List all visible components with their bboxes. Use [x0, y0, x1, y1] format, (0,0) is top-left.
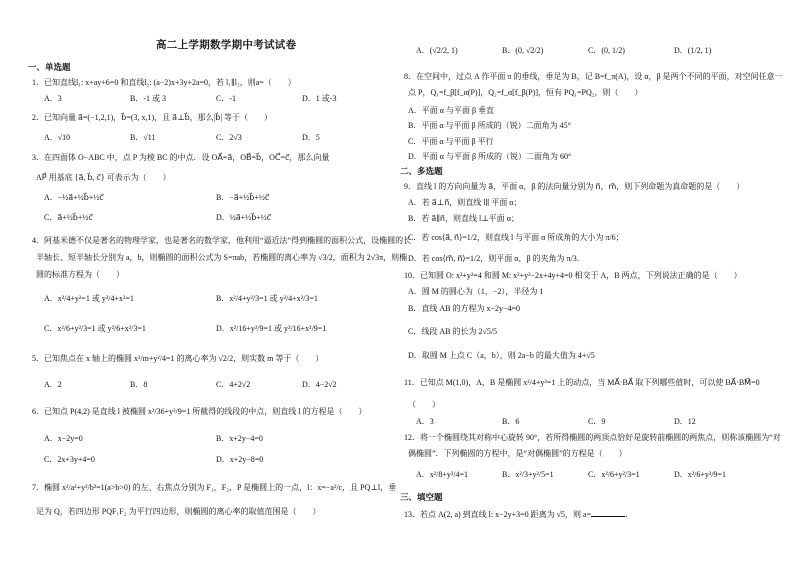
q12-option-d: D．x²/6+y²/9=1	[674, 470, 727, 479]
q11-option-a: A．3	[416, 417, 434, 426]
q2-option-a: A．√10	[44, 133, 71, 142]
question-4-line-3: 圆的标准方程为（ ）	[36, 270, 124, 279]
left-column	[28, 0, 412, 561]
question-8-line-2: 点 P，Q₁=f_β[f_α(P)]，Q₂=f_α[f_β(P)]，恒有 PQ₁=PQ₂，则（ ）	[408, 88, 643, 97]
q7-option-d: D．(1/2, 1)	[674, 46, 712, 55]
q1-option-b: B．-1 或 3	[130, 94, 166, 103]
question-11-line-2: （ ）	[408, 400, 440, 409]
right-column	[400, 0, 783, 561]
question-12-line-1: 12．将一个椭圆绕其对称中心旋转 90°，若所得椭圆的两顶点恰好是旋转前椭圆的两焦点，则称该椭圆为“对	[404, 433, 781, 442]
q4-option-c: C．x²/6+y²/3=1 或 y²/6+x²/3=1	[44, 324, 146, 333]
q1-option-d: D．1 或-3	[302, 94, 337, 103]
answer-blank[interactable]	[591, 509, 625, 517]
question-10: 10．已知圆 O: x²+y²=4 和圆 M: x²+y²−2x+4y+4=0 相交于 A，B 两点，下列说法正确的是（ ）	[404, 271, 742, 280]
exam-title: 高二上学期数学期中考试试卷	[156, 40, 297, 51]
q3-option-a: A．−½a⃗+½b⃗+½c⃗	[44, 193, 104, 202]
question-7-line-1: 7．椭圆 x²/a²+y²/b²=1(a>b>0) 的左、右焦点分别为 F₁，F₂，P 是椭圆上的一点，l：x=−a²/c，且 PQ⊥l，垂	[32, 483, 397, 492]
q2-option-d: D．5	[302, 133, 320, 142]
q9-option-d: D．若 cos⟨m⃗, n⃗⟩=1/2，则平面 α，β 的夹角为 π/3．	[408, 254, 585, 263]
q8-option-a: A．平面 α 与平面 β 垂直	[408, 106, 495, 115]
q12-option-b: B．x²/3+y²/5=1	[502, 470, 554, 479]
q11-option-b: B．6	[502, 417, 520, 426]
q2-option-c: C．2√3	[216, 133, 242, 142]
q7-option-b: B．(0, √2/2)	[502, 46, 544, 55]
q6-option-d: D．x+2y−8=0	[216, 455, 264, 464]
q12-option-c: C．x²/6+y²/3=1	[588, 470, 640, 479]
q12-option-a: A．x²/8+y²/4=1	[416, 470, 469, 479]
q1-option-c: C．-1	[216, 94, 236, 103]
q5-option-c: C．4+2√2	[216, 380, 251, 389]
q4-option-d: D．x²/16+y²/9=1 或 y²/16+x²/9=1	[216, 324, 327, 333]
q8-option-d: D．平面 α 与平面 β 所成的（锐）二面角为 60°	[408, 152, 572, 161]
question-13-text: 13．若点 A(2, a) 到直线 l: x−2y+3=0 距离为 √5，则 a=	[404, 510, 592, 519]
question-1: 1．已知直线l₁: x+ay+6=0 和直线l₂: (a−2)x+3y+2a=0，若 l₁∥l₂，则a=（ ）	[32, 78, 296, 87]
question-7-line-2: 足为 Q，若四边形 PQF₁F₂ 为平行四边形，则椭圆的离心率的取值范围是（ ）	[36, 507, 321, 516]
q8-option-c: C．平面 α 与平面 β 平行	[408, 137, 494, 146]
q10-option-d: D．取圆 M 上点 C（a，b），则 2a−b 的最大值为 4+√5	[408, 351, 595, 360]
q9-option-c: C．若 cos⟨a⃗, n⃗⟩=1/2，则直线 l 与平面 α 所成角的大小为 π/6；	[408, 233, 624, 242]
q2-option-b: B．√11	[130, 133, 156, 142]
q11-option-c: C．9	[588, 417, 606, 426]
q3-option-b: B．−a⃗+½b⃗+½c⃗	[216, 193, 270, 202]
question-13	[404, 509, 633, 520]
q7-option-a: A．(√2/2, 1)	[416, 46, 458, 55]
question-3-line-2: AP⃗ 用基底 {a⃗, b⃗, c⃗} 可表示为（ ）	[36, 173, 171, 182]
q9-option-b: B．若 a⃗∥n⃗，则直线 l⊥平面 α；	[408, 214, 519, 223]
q6-option-c: C．2x+3y+4=0	[44, 455, 95, 464]
question-5: 5．已知焦点在 x 轴上的椭圆 x²/m+y²/4=1 的离心率为 √2/2，则实数 m 等于（ ）	[32, 354, 324, 363]
q4-option-a: A．x²/4+y²=1 或 y²/4+x²=1	[44, 294, 134, 303]
q8-option-b: B．平面 α 与平面 β 所成的（锐）二面角为 45°	[408, 121, 571, 130]
question-6: 6．已知点 P(4,2) 是直线 l 被椭圆 x²/36+y²/9=1 所截得的线段的中点，则直线 l 的方程是（ ）	[32, 407, 367, 416]
question-9: 9．直线 l 的方向向量为 a⃗，平面 α，β 的法向量分别为 n⃗，m⃗，则下列命题为真命题的是（ ）	[404, 182, 745, 191]
q10-option-c: C．线段 AB 的长为 2√5/5	[408, 327, 498, 336]
q11-option-d: D．12	[674, 417, 696, 426]
question-4-line-1: 4．阿基米德不仅是著名的物理学家，也是著名的数学家，他利用“逼近法”得到椭圆的面积公式，设椭圆的长	[32, 236, 412, 245]
q5-option-d: D．4−2√2	[302, 380, 337, 389]
section-multi-choice: 二、多选题	[400, 166, 443, 176]
question-3-line-1: 3．在四面体 O−ABC 中，点 P 为棱 BC 的中点．设 OA⃗=a⃗，OB⃗=b⃗，OC⃗=c⃗，那么向量	[32, 153, 330, 162]
question-4-line-2: 半轴长、短半轴长分别为 a，b，则椭圆的面积公式为 S=πab，若椭圆的离心率为 √3/2，面积为 2√3π，则椭	[36, 253, 408, 262]
q5-option-b: B．8	[130, 380, 148, 389]
q7-option-c: C．(0, 1/2)	[588, 46, 625, 55]
q6-option-a: A．x−2y=0	[44, 434, 83, 443]
question-8-line-1: 8．在空间中，过点 A 作平面 π 的垂线，垂足为 B，记 B=f_π(A)，设 α，β 是两个不同的平面，对空间任意一	[404, 72, 783, 81]
section-fill-blank: 三、填空题	[400, 492, 443, 502]
q3-option-d: D．½a⃗+½b⃗+½c⃗	[216, 213, 272, 222]
question-13-end: ．	[625, 510, 634, 519]
q10-option-b: B．直线 AB 的方程为 x−2y−4=0	[408, 304, 520, 313]
q3-option-c: C．a⃗+½b⃗+½c⃗	[44, 213, 93, 222]
q6-option-b: B．x+2y−4=0	[216, 434, 263, 443]
question-12-line-2: 偶椭圆”．下列椭圆的方程中，是“对偶椭圆”的方程是（ ）	[408, 449, 627, 458]
question-11-line-1: 11．已知点 M(1,0)，A，B 是椭圆 x²/4+y²=1 上的动点，当 MA⃗·BA⃗ 取下列哪些值时，可以使 BA⃗·BM⃗=0	[404, 378, 760, 387]
q4-option-b: B．x²/4+y²/3=1 或 y²/4+x²/3=1	[216, 294, 318, 303]
q1-option-a: A．3	[44, 94, 62, 103]
section-single-choice: 一、单选题	[28, 62, 71, 72]
question-2: 2．已知向量 a⃗=(−1,2,1)，b⃗=(3, x,1)，且 a⃗⊥b⃗，那么|b⃗| 等于（ ）	[32, 113, 272, 122]
q5-option-a: A．2	[44, 380, 62, 389]
q10-option-a: A．圆 M 的圆心为（1，−2），半径为 1	[408, 287, 544, 296]
q9-option-a: A．若 a⃗⊥n⃗，则直线 l∥ 平面 α；	[408, 198, 522, 207]
